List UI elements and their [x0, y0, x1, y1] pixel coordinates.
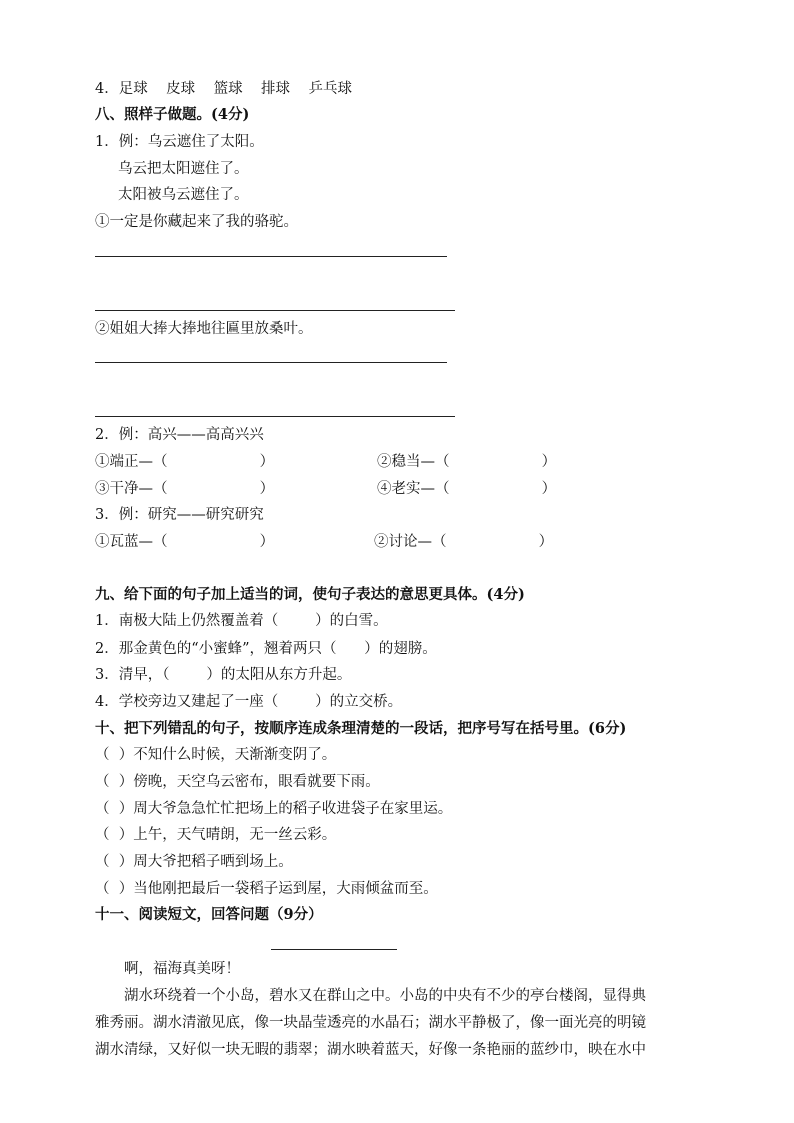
sec10-row-3: （ ）周大爷急急忙忙把场上的稻子收进袋子在家里运。: [95, 801, 453, 817]
passage-line-4: 湖水清绿，又好似一块无暇的翡翠；湖水映着蓝天，好像一条艳丽的蓝纱巾，映在水中: [95, 1042, 646, 1058]
q1-label: 1．例：乌云遮住了太阳。: [95, 134, 264, 150]
q3-item-b: ②讨论—（ ）: [374, 534, 554, 550]
sec10-row-4: （ ）上午，天气晴朗，无一丝云彩。: [95, 827, 337, 843]
title-blank-line: [271, 949, 397, 950]
q1-item-2: ②姐姐大捧大捧地往匾里放桑叶。: [95, 321, 313, 337]
passage-line-2: 湖水环绕着一个小岛，碧水又在群山之中。小岛的中央有不少的亭台楼阁，显得典: [124, 988, 646, 1004]
q2-item-b: ②稳当—（ ）: [377, 454, 557, 470]
q2-label: 2．例：高兴——高高兴兴: [95, 427, 264, 443]
q3-label: 3．例：研究——研究研究: [95, 507, 264, 523]
section-8-title: 八、照样子做题。(4分): [95, 106, 250, 123]
q2-item-d: ④老实—（ ）: [377, 481, 557, 497]
answer-line: [95, 362, 447, 363]
sec9-sentence-3: 3．清早，（ ）的太阳从东方升起。: [95, 667, 352, 683]
q1-item-1: ①一定是你藏起来了我的骆驼。: [95, 214, 298, 230]
sec10-row-1: （ ）不知什么时候，天渐渐变阴了。: [95, 747, 337, 763]
answer-line: [95, 416, 455, 417]
section-9-title: 九、给下面的句子加上适当的词，使句子表达的意思更具体。(4分): [95, 586, 525, 603]
section-11-title: 十一、阅读短文，回答问题（9分）: [95, 906, 323, 923]
sec10-row-5: （ ）周大爷把稻子晒到场上。: [95, 854, 293, 870]
sec9-sentence-4: 4．学校旁边又建起了一座（ ）的立交桥。: [95, 694, 403, 710]
sec10-row-2: （ ）傍晚，天空乌云密布，眼看就要下雨。: [95, 774, 380, 790]
q1-example-2: 太阳被乌云遮住了。: [118, 187, 249, 203]
answer-line: [95, 310, 455, 311]
passage-line-3: 雅秀丽。湖水清澈见底，像一块晶莹透亮的水晶石；湖水平静极了，像一面光亮的明镜: [95, 1015, 646, 1031]
sec9-sentence-2: 2．那金黄色的“小蜜蜂”，翘着两只（ ）的翅膀。: [95, 641, 437, 657]
answer-line: [95, 256, 447, 257]
section-10-title: 十、把下列错乱的句子，按顺序连成条理清楚的一段话，把序号写在括号里。(6分): [95, 720, 627, 737]
q2-item-a: ①端正—（ ）: [95, 454, 275, 470]
q2-item-c: ③干净—（ ）: [95, 481, 275, 497]
q1-example-1: 乌云把太阳遮住了。: [118, 161, 249, 177]
sec10-row-6: （ ）当他刚把最后一袋稻子运到屋，大雨倾盆而至。: [95, 881, 438, 897]
question-4-balls: 4．足球 皮球 篮球 排球 乒乓球: [95, 81, 352, 97]
q3-item-a: ①瓦蓝—（ ）: [95, 534, 275, 550]
passage-line-1: 啊，福海真美呀！: [124, 961, 240, 977]
sec9-sentence-1: 1．南极大陆上仍然覆盖着（ ）的白雪。: [95, 613, 388, 629]
